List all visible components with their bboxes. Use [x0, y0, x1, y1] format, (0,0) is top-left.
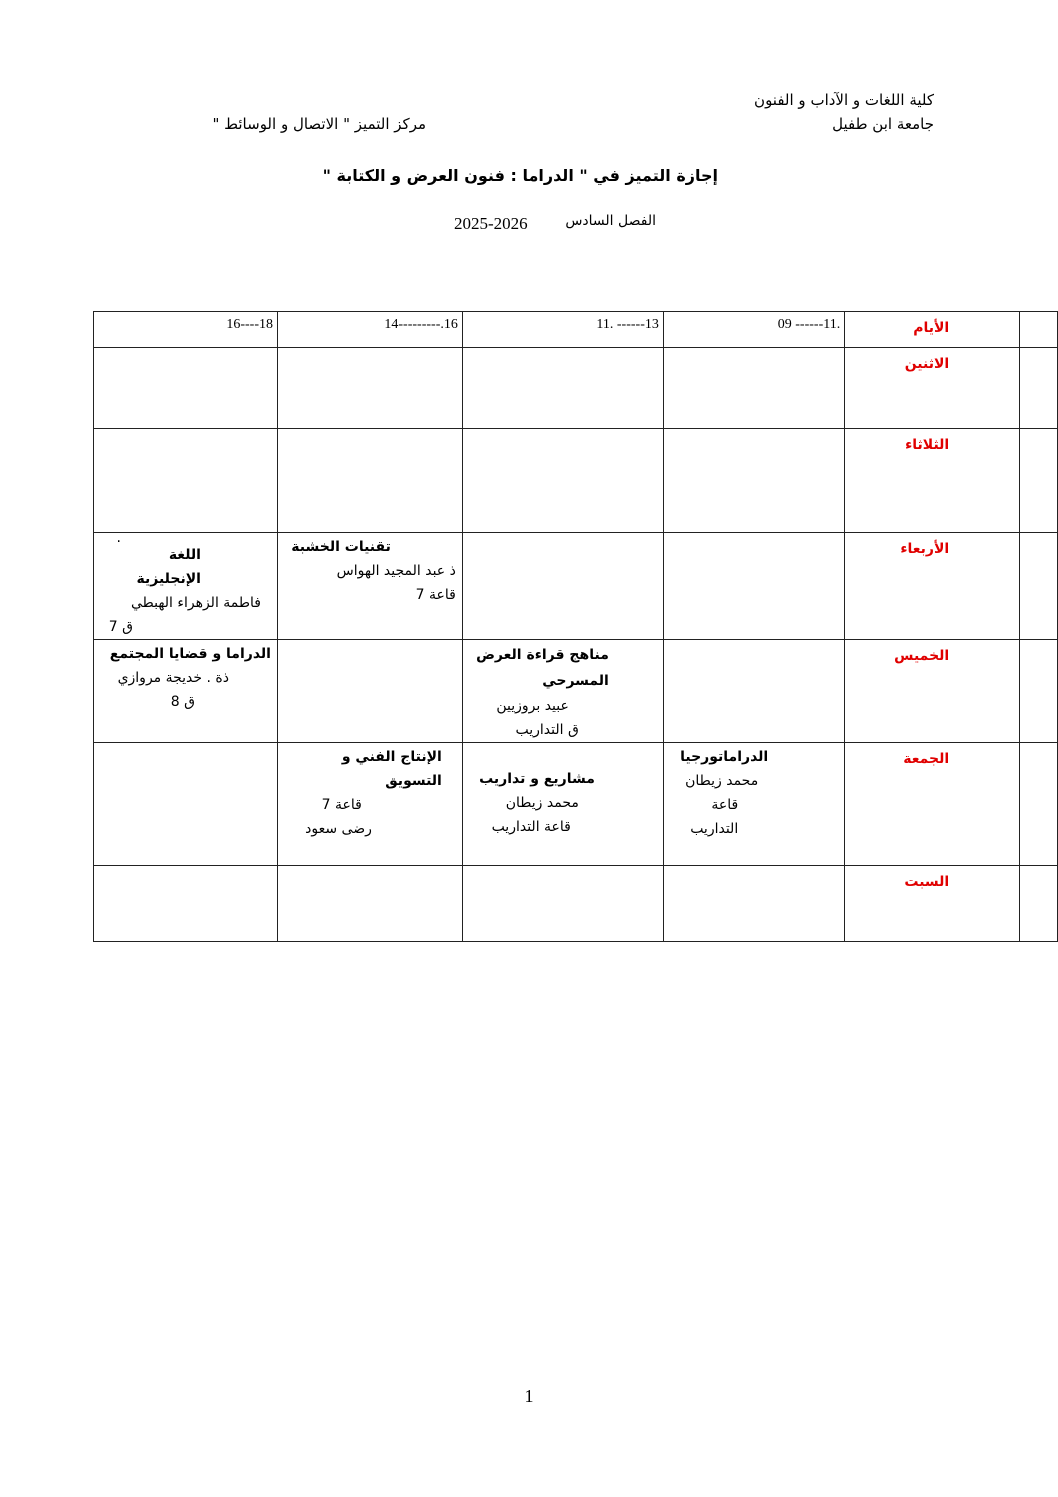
university-name: جامعة ابن طفيل: [832, 115, 934, 133]
page-number: 1: [524, 1386, 534, 1406]
schedule-table: [93, 311, 1058, 942]
course-name: الإنتاج الفني و التسويق: [341, 749, 442, 789]
table-row-monday: [94, 348, 1058, 429]
room-name: ق 7: [108, 619, 133, 635]
room-name: قاعة 7: [415, 587, 456, 603]
course-name: الدراما و قضايا المجتمع: [109, 646, 271, 662]
days-header: الأيام: [845, 312, 1020, 348]
cell-thu-16-18: [94, 640, 278, 743]
slot-14-16: 14---------.16: [277, 312, 462, 348]
day-tuesday: الثلاثاء: [845, 429, 1020, 533]
slot-11-13: 11. ------13: [462, 312, 663, 348]
table-row-wednesday: [94, 533, 1058, 640]
cell-fri-11-13: [462, 743, 663, 866]
room-name: ق التداريب: [515, 722, 579, 738]
room-name: قاعة 7: [321, 797, 362, 813]
cell-fri-14-16: [277, 743, 462, 866]
teacher-name: فاطمة الزهراء الهبطي: [130, 595, 261, 611]
table-row-saturday: [94, 866, 1058, 942]
table-row-tuesday: [94, 429, 1058, 533]
cell-thu-11-13: [462, 640, 663, 743]
teacher-name: محمد زيطان: [505, 795, 579, 811]
teacher-name: ذ عبد المجيد الهواس: [336, 563, 456, 579]
room-name: قاعة التداريب: [491, 819, 571, 835]
teacher-name: عبيد بروزيين: [496, 698, 569, 714]
day-saturday: السبت: [845, 866, 1020, 942]
teacher-name: محمد زيطان: [685, 773, 759, 789]
semester-label: الفصل السادس: [565, 213, 656, 229]
slot-16-18: 16----18: [94, 312, 278, 348]
slot-09-11: 09 ------11.: [663, 312, 844, 348]
course-name: مناهج قراءة العرض المسرحي: [476, 647, 609, 689]
course-name: مشاريع و تداريب: [479, 771, 595, 787]
center-name: مركز التميز " الاتصال و الوسائط ": [212, 115, 426, 133]
day-thursday: الخميس: [845, 640, 1020, 743]
teacher-name: ذة . خديجة مروازي: [117, 670, 229, 686]
course-name: الدراماتورجيا: [680, 749, 769, 765]
page-title: إجازة التميز في " الدراما : فنون العرض و الكتابة ": [322, 166, 718, 185]
course-name: تقنيات الخشبة: [291, 539, 391, 555]
dot-mark: .: [116, 530, 121, 546]
edge-cell: [1020, 312, 1058, 348]
academic-year: 2025-2026: [454, 214, 528, 233]
day-monday: الاثنين: [845, 348, 1020, 429]
table-row-friday: [94, 743, 1058, 866]
day-friday: الجمعة: [845, 743, 1020, 866]
cell-wed-16-18: [94, 530, 278, 640]
teacher-name: رضى سعود: [305, 821, 372, 837]
table-header-row: [94, 312, 1058, 348]
faculty-name: كلية اللغات و الآداب و الفنون: [754, 91, 934, 109]
cell-fri-09-11: [663, 743, 844, 866]
cell-wed-14-16: [277, 533, 462, 640]
room-name: قاعة التداريب: [690, 797, 739, 837]
course-name: اللغة الإنجليزية: [136, 547, 201, 587]
day-wednesday: الأربعاء: [845, 533, 1020, 640]
table-row-thursday: [94, 640, 1058, 743]
room-name: ق 8: [170, 694, 195, 710]
